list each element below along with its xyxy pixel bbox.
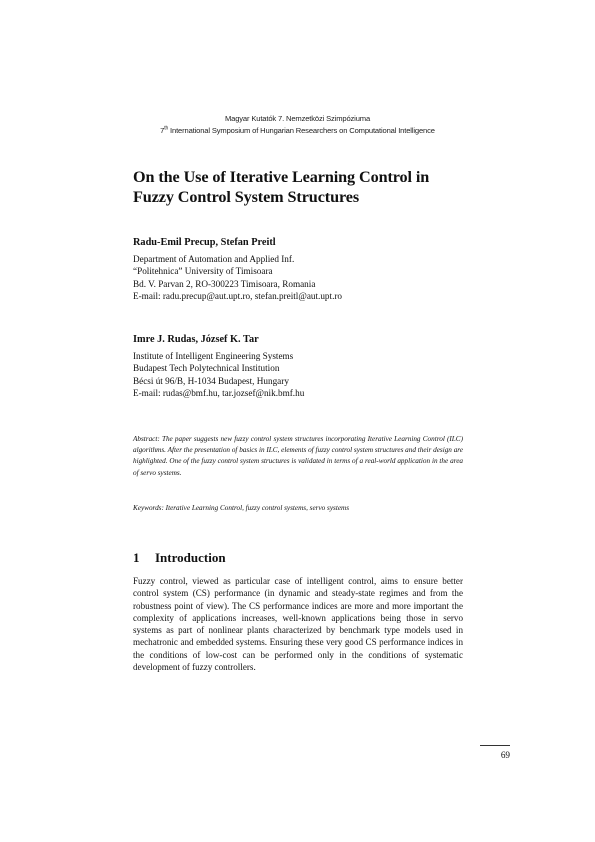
paper-title xyxy=(133,167,473,207)
affiliation-line: Bécsi út 96/B, H-1034 Budapest, Hungary xyxy=(133,375,289,386)
affiliation-line: Bd. V. Parvan 2, RO-300223 Timisoara, Romania xyxy=(133,278,316,289)
affiliation-email: E-mail: rudas@bmf.hu, tar.jozsef@nik.bmf.hu xyxy=(133,388,305,399)
affiliation-line: “Politehnica” University of Timisoara xyxy=(133,266,273,277)
footer-rule xyxy=(480,745,510,746)
affiliation-group-2 xyxy=(133,350,304,400)
affiliation-line: Institute of Intelligent Engineering Systems xyxy=(133,351,294,361)
running-header-hungarian: Magyar Kutatók 7. Nemzetközi Szimpóziuma xyxy=(224,114,371,123)
affiliation-line: Budapest Tech Polytechnical Institution xyxy=(133,363,280,374)
symposium-name: International Symposium of Hungarian Researchers on Computational Intelligence xyxy=(168,126,435,135)
affiliation-line: Department of Automation and Applied Inf. xyxy=(133,254,295,264)
introduction-paragraph: Fuzzy control, viewed as particular case of intelligent control, aims to ensure better control system (CS) performance (in dynamic and steady-state regimes and from the robustness point of view). The CS performance indices are more and more important the complexity of applications increases, well-known applications being those in servo systems as part of nonlinear plants characterized by benchmark type models used in mechatronic and embedded systems. Ensuring these very good CS performance indices in the conditions of low-cost can be performed only in the conditions of systematic development of fuzzy controllers. xyxy=(133,576,463,673)
section-number: 1 xyxy=(133,550,140,565)
symposium-number: 7 xyxy=(160,126,165,135)
paper-title-line-1: On the Use of Iterative Learning Control in xyxy=(133,168,430,186)
abstract: Abstract: The paper suggests new fuzzy control system structures incorporating Iterative Learning Control (ILC) algorithms. After the presentation of basics in ILC, elements of fuzzy control system structures and their design are highlighted. One of the fuzzy control system structures is validated in terms of a real-world application in the area of servo systems. xyxy=(133,435,464,477)
section-heading-introduction xyxy=(133,550,226,566)
affiliation-group-1 xyxy=(133,253,342,303)
running-header-english xyxy=(0,126,595,136)
affiliation-email: E-mail: radu.precup@aut.upt.ro, stefan.preitl@aut.upt.ro xyxy=(133,291,343,302)
page-number: 69 xyxy=(500,750,510,760)
ordinal-suffix: th xyxy=(164,125,169,132)
paper-title-line-2: Fuzzy Control System Structures xyxy=(133,188,360,206)
section-title: Introduction xyxy=(155,550,226,565)
author-names-group-2: Imre J. Rudas, József K. Tar xyxy=(133,334,259,345)
author-names-group-1: Radu-Emil Precup, Stefan Preitl xyxy=(133,237,276,248)
keywords: Keywords: Iterative Learning Control, fuzzy control systems, servo systems xyxy=(133,504,350,512)
